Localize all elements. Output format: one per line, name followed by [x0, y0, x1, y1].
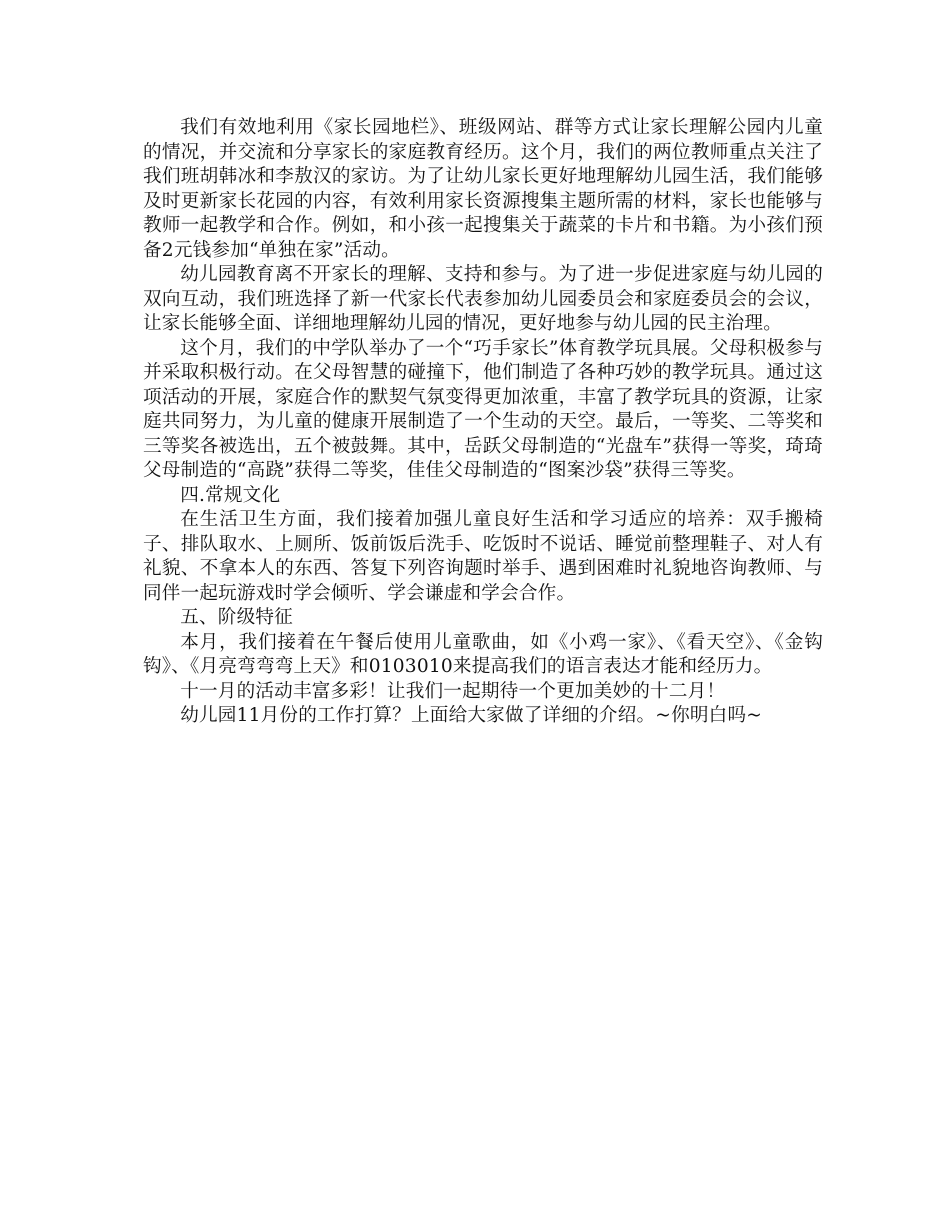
section-heading-stage-features: 五、阶级特征 — [180, 607, 293, 628]
paragraph-songs: 本月，我们接着在午餐后使用儿童歌曲，如《小鸡一家》、《看天空》、《金钩钩》、《月亮弯弯弯上天》和0103010来提高我们的语言表达才能和经历力。 — [143, 631, 823, 677]
paragraph-closing: 幼儿园11月份的工作打算？上面给大家做了详细的介绍。~你明白吗~ — [180, 705, 763, 726]
paragraph-hygiene-habits: 在生活卫生方面，我们接着加强儿童良好生活和学习适应的培养：双手搬椅子、排队取水、上厕所、饭前饭后洗手、吃饭时不说话、睡觉前整理鞋子、对人有礼貌、不拿本人的东西、答复下列咨询题时举手、遇到困难时礼貌地咨询教师、与同伴一起玩游戏时学会倾听、学会谦虚和学会合作。 — [143, 509, 823, 604]
paragraph-toy-exhibition: 这个月，我们的中学队举办了一个“巧手家长”体育教学玩具展。父母积极参与并采取积极行动。在父母智慧的碰撞下，他们制造了各种巧妙的教学玩具。通过这项活动的开展，家庭合作的默契气氛变得更加浓重，丰富了教学玩具的资源，让家庭共同努力，为儿童的健康开展制造了一个生动的天空。最后，一等奖、二等奖和三等奖各被选出，五个被鼓舞。其中，岳跃父母制造的“光盘车”获得一等奖，琦琦父母制造的“高跷”获得二等奖，佳佳父母制造的“图案沙袋”获得三等奖。 — [143, 337, 823, 481]
paragraph-parent-participation: 幼儿园教育离不开家长的理解、支持和参与。为了进一步促进家庭与幼儿园的双向互动，我们班选择了新一代家长代表参加幼儿园委员会和家庭委员会的会议，让家长能够全面、详细地理解幼儿园的情况，更好地参与幼儿园的民主治理。 — [143, 264, 823, 334]
section-heading-routine-culture: 四.常规文化 — [180, 484, 281, 506]
paragraph-parent-communication: 我们有效地利用《家长园地栏》、班级网站、群等方式让家长理解公园内儿童的情况，并交流和分享家长的家庭教育经历。这个月，我们的两位教师重点关注了我们班胡韩冰和李敖汉的家访。为了让幼儿家长更好地理解幼儿园生活，我们能够及时更新家长花园的内容，有效利用家长资源搜集主题所需的材料，家长也能够与教师一起教学和合作。例如，和小孩一起搜集关于蔬菜的卡片和书籍。为小孩们预备2元钱参加“单独在家”活动。 — [143, 117, 823, 261]
document-body — [143, 116, 823, 729]
paragraph-december-outlook: 十一月的活动丰富多彩！让我们一起期待一个更加美妙的十二月！ — [180, 680, 726, 702]
